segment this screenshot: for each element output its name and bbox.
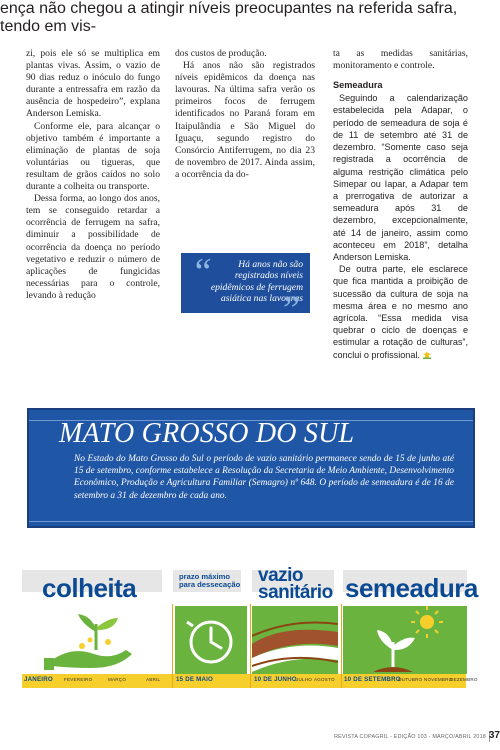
paragraph: dos custos de produção. (175, 48, 267, 59)
month-label: DEZEMBRO (450, 677, 478, 682)
article-column-3 (333, 48, 468, 361)
timeline-infographic (0, 560, 500, 710)
month-label: NOVEMBRO (424, 677, 453, 682)
paragraph: Seguindo a calendarização estabelecida pela Adapar, o período de semeadura de soja é de 11 de setembro até 31 de dezembro. “Somente caso seja registrada a ocorrência de alguma restrição climática pelo Simepar ou Iapar, a Adapar tem a prerrogativa de autorizar a semeadura após 31 de dezembro, excepcionalmente, até 14 de janeiro, assim como aconteceu em 2018”, detalha Anderson Lemiska. (333, 93, 468, 262)
field-icon (252, 606, 338, 674)
clock-icon (175, 606, 247, 674)
close-quote-icon: ” (278, 289, 300, 331)
month-label: AGOSTO (314, 677, 335, 682)
paragraph: Há anos não são registrados níveis epidêmicos da doença nas lavouras. Na última safra verão os primeiros focos de ferrugem identificados no Paraná foram em Itaipulândia e São Miguel do Iguaçu, segundo registro do Consórcio Antiferrugem, no dia 23 de novembro de 2017. Ainda assim, a ocorrência da do- (175, 60, 315, 180)
month-label: MARÇO (108, 677, 127, 682)
colheita-label: colheita (42, 573, 137, 603)
prazo-label: prazo máximo para dessecação (179, 572, 241, 590)
month-label: 10 DE SETEMBRO (344, 676, 401, 683)
end-mark-icon (423, 352, 431, 359)
article-column-1 (26, 48, 160, 302)
month-label: OUTUBRO (398, 677, 423, 682)
paragraph: ença não chegou a atingir níveis preocupantes na referida safra, tendo em vis- (0, 0, 458, 35)
semeadura-label: semeadura (345, 573, 478, 603)
page-number: 37 (488, 730, 500, 741)
month-bar (22, 674, 478, 688)
section-heading: Semeadura (333, 80, 383, 91)
info-box (27, 408, 475, 528)
vazio-label: vazio sanitário (258, 565, 333, 603)
paragraph: Conforme ele, para alcançar o objetivo também é importante a eliminação de plantas de soja voluntárias ou tigueras, que resultam de grãos caídos no solo durante a colheita ou transporte. (26, 120, 160, 193)
pull-quote-text: Há anos não são registrados níveis epidêmicos de ferrugem asiática nas lavouras (210, 259, 303, 304)
pull-quote (181, 251, 310, 331)
month-label: 15 DE MAIO (176, 676, 214, 683)
month-label: JULHO (296, 677, 313, 682)
info-box-text: No Estado do Mato Grosso do Sul o período de vazio sanitário permanece sendo de 15 de junho até 15 de setembro, conforme estabelece a Resolução da Secretaria de Meio Ambiente, Desenvolvimento Econômico, Produção e Agricultura Familiar (Semagro) nº 648. O período de semeadura é de 16 de setembro a 31 de dezembro de cada ano. (74, 454, 454, 501)
sprout-sun-icon (343, 606, 467, 674)
paragraph: zi, pois ele só se multiplica em plantas vivas. Assim, o vazio de 90 dias reduz o inóculo do fungo durante a entressafra em razão da ausência de hospedeiro”, explana Anderson Lemiska. (26, 48, 160, 120)
info-box-title: MATO GROSSO DO SUL (59, 418, 355, 449)
month-label: ABRIL (146, 677, 161, 682)
article-column-2 (175, 48, 315, 181)
paragraph: Dessa forma, ao longo dos anos, tem se conseguido retardar a ocorrência de ferrugem na safra, diminuir a possibilidade de ocorrência da doença no período vegetativo e reduzir o número de aplicações de fungicidas necessárias para o controle, levando à redução (26, 193, 160, 301)
footer-text: REVISTA COPAGRIL - EDIÇÃO 103 - MARÇO/ABRIL 2018 (334, 734, 486, 740)
divider (250, 604, 251, 688)
hand-sprout-icon (22, 606, 170, 674)
month-label: 10 DE JUNHO (254, 676, 297, 683)
open-quote-icon: “ (191, 251, 213, 293)
divider (172, 604, 173, 688)
divider (341, 604, 342, 688)
paragraph: ta as medidas sanitárias, monitoramento e controle. (333, 48, 468, 72)
month-label: FEVEREIRO (64, 677, 93, 682)
paragraph: De outra parte, ele esclarece que fica mantida a proibição de sucessão da cultura de soja na mesma área e no mesmo ano agrícola. “Essa medida visa quebrar o ciclo de doenças e estimular a rotação de culturas”, conclui o profissional. (333, 264, 468, 360)
month-label: JANEIRO (24, 676, 53, 683)
